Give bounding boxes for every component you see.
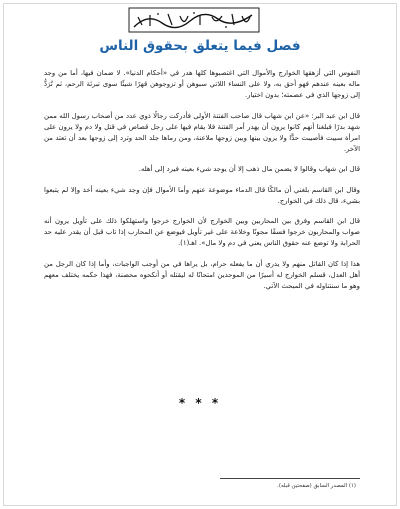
section-separator: * * * bbox=[178, 396, 222, 410]
paragraph: قال ابن شهاب وقالوا لا يضمن مال ذهب إلا أن يوجد شيء بعينه فيرد إلى أهله. bbox=[138, 165, 360, 174]
paragraph: هذا إذا كان القاتل منهم ولا يدري أن ما يفعله حرام، بل يراها في من أوجب الواجبات، وأما إذا كان الرجل من أهل العدل، قسلم الخوارج له أسيرًا من الموحدين امتحانًا له ليقتله أو أنكحوه محصنة، فهذا حكمه يختلف معهم وهو ما سنتناوله في المبحث الآتي. bbox=[44, 259, 360, 291]
chapter-title: فصل فيما يتعلق بحقوق الناس bbox=[99, 38, 301, 54]
body-text bbox=[44, 68, 360, 301]
header-calligraphy-banner bbox=[128, 7, 260, 33]
footnote-divider bbox=[220, 478, 360, 479]
paragraph: وقال ابن القاسم بلغني أن مالكًا قال الدماء موضوعة عنهم وأما الأموال فإن وجد شيء بعينه أخذ وإلا لم يتبعوا بشيء، قال ذلك في الخوارج. bbox=[44, 185, 360, 205]
paragraph: النفوس التي أزهقها الخوارج والأموال التي اغتصبوها كلها هدر في «أحكام الدنيا». لا ضمان فيها، أما من وجد ماله بعينه عندهم فهو أحق به، ولا على النساء اللاتي سبوهن أو تزوجوهن قهرًا شيئًا سوى تبرئة الرحم، ثم تُرَدُّ إلى زوجها الذي في عصمته؛ بدون اختيار. bbox=[44, 69, 360, 100]
footnote: (١) المصدر السابق (صفحتين قبله). bbox=[277, 483, 356, 489]
paragraph: قال ابن القاسم وفرق بين المحاربين وبين الخوارج لأن الخوارج خرجوا واستهلكوا ذلك على تأويل يرون أنه صواب والمحاربون خرجوا فسقًا مجونًا وخلاعة على غير تأويل فيوضع عن المحارب إذا تاب قبل أن يقدر عليه حد الحرابة ولا توضع عنه حقوق الناس يعني في دم ولا مال». اهـ(١). bbox=[44, 217, 360, 248]
calligraphy-banner-graphic bbox=[128, 7, 260, 33]
paragraph: قال ابن عبد البر: «عن ابن شهاب قال صاحب الفتنة الأولى فأدركت رجالًا ذوي عدد من أصحاب رسول الله ممن شهد بدرًا فبلغنا أنهم كانوا يرون أن يهدر أمر الفتنة فلا يقام فيها على رجل قصاص في قتل ولا دم ولا يرون على امرأة سبيت فأصيبت حدًّا ولا يرون بينها وبين زوجها ملاعنة، ومن رماها جلد الحد وترد إلى زوجها بعد أن تعتد من الآخر. bbox=[44, 111, 360, 154]
